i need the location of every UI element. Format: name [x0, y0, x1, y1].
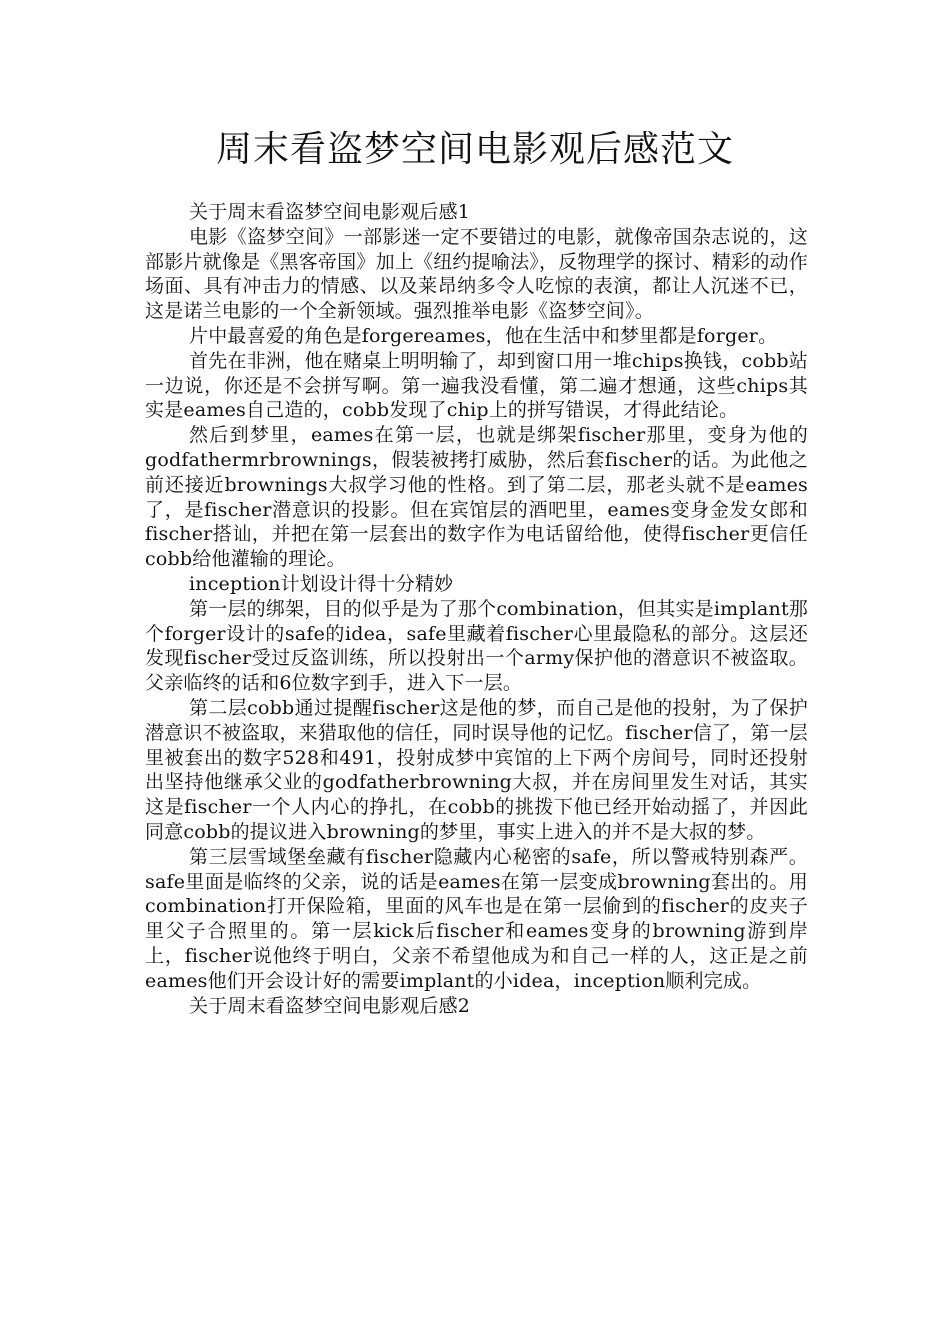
paragraph: 第二层cobb通过提醒fischer这是他的梦，而自己是他的投射，为了保护潜意识不被盗取，来猎取他的信任，同时误导他的记忆。fischer信了，第一层里被套出的数字528和491，投射成梦中宾馆的上下两个房间号，同时还投射出坚持他继承父业的godfatherbrowning大叔，并在房间里发生对话，其实这是fischer一个人内心的挣扎，在cobb的挑拨下他已经开始动摇了，并因此同意cobb的提议进入browning的梦里，事实上进入的并不是大叔的梦。: [145, 696, 808, 843]
paragraph: 片中最喜爱的角色是forgereames，他在生活中和梦里都是forger。: [189, 324, 778, 347]
paragraph-section-heading-2: 关于周末看盗梦空间电影观后感2: [189, 994, 471, 1017]
document-body: [145, 200, 808, 1018]
paragraph: 然后到梦里，eames在第一层，也就是绑架fischer那里，变身为他的godfathermrbrownings，假装被拷打威胁，然后套fischer的话。为此他之前还接近brownings大叔学习他的性格。到了第二层，那老头就不是eames了，是fischer潜意识的投影。但在宾馆层的酒吧里，eames变身金发女郎和fischer搭讪，并把在第一层套出的数字作为电话留给他，使得fischer更信任cobb给他灌输的理论。: [145, 424, 808, 571]
paragraph: 第三层雪域堡垒藏有fischer隐藏内心秘密的safe，所以警戒特别森严。safe里面是临终的父亲，说的话是eames在第一层变成browning套出的。用combination打开保险箱，里面的风车也是在第一层偷到的fischer的皮夹子里父子合照里的。第一层kick后fischer和eames变身的browning游到岸上，fischer说他终于明白，父亲不希望他成为和自己一样的人，这正是之前eames他们开会设计好的需要implant的小idea，inception顺利完成。: [145, 845, 808, 992]
document-title: 周末看盗梦空间电影观后感范文: [215, 129, 734, 170]
paragraph: 首先在非洲，他在赌桌上明明输了，却到窗口用一堆chips换钱，cobb站一边说，你还是不会拼写啊。第一遍我没看懂，第二遍才想通，这些chips其实是eames自己造的，cobb发现了chip上的拼写错误，才得此结论。: [145, 349, 808, 422]
paragraph: 电影《盗梦空间》一部影迷一定不要错过的电影，就像帝国杂志说的，这部影片就像是《黑客帝国》加上《纽约提喻法》，反物理学的探讨、精彩的动作场面、具有冲击力的情感、以及莱昂纳多令人吃惊的表演，都让人沉迷不已，这是诺兰电影的一个全新领域。强烈推举电影《盗梦空间》。: [145, 225, 808, 323]
paragraph-subheading: inception计划设计得十分精妙: [189, 572, 454, 595]
paragraph: 第一层的绑架，目的似乎是为了那个combination，但其实是implant那个forger设计的safe的idea，safe里藏着fischer心里最隐私的部分。这层还发现fischer受过反盗训练，所以投射出一个army保护他的潜意识不被盗取。父亲临终的话和6位数字到手，进入下一层。: [145, 597, 808, 695]
paragraph-section-heading-1: 关于周末看盗梦空间电影观后感1: [189, 201, 471, 223]
